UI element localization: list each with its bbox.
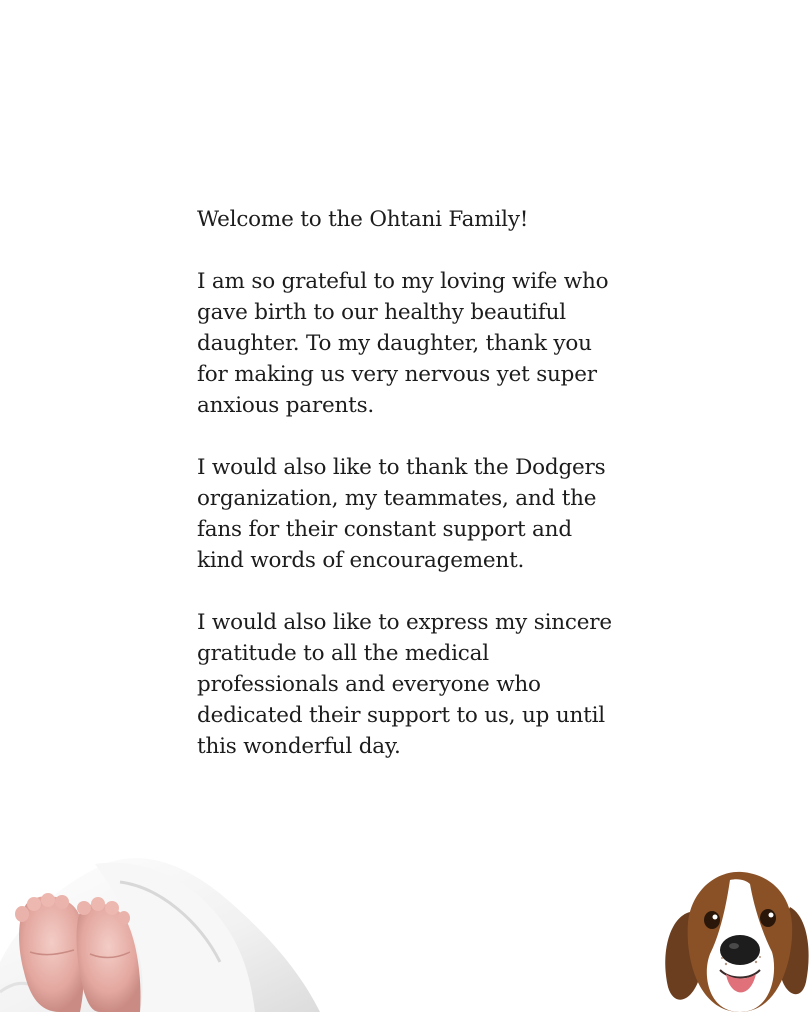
text-line: dedicated their support to us, up until [197, 703, 605, 728]
text-line: fans for their constant support and [197, 517, 572, 542]
text-line: I would also like to thank the Dodgers [197, 455, 606, 480]
text-line: gratitude to all the medical [197, 641, 489, 666]
baby-feet-photo [0, 842, 330, 1012]
greeting-line: Welcome to the Ohtani Family! [197, 207, 529, 232]
text-line: organization, my teammates, and the [197, 486, 597, 511]
text-line: kind words of encouragement. [197, 548, 525, 573]
text-line: professionals and everyone who [197, 672, 541, 697]
dog-photo [660, 862, 810, 1012]
paragraph-thanks-medical [197, 607, 637, 762]
text-line: this wonderful day. [197, 734, 401, 759]
paragraph-gratitude-family [197, 266, 637, 421]
text-line: anxious parents. [197, 393, 375, 418]
paragraph-thanks-dodgers [197, 452, 637, 576]
text-line: for making us very nervous yet super [197, 362, 597, 387]
text-line: daughter. To my daughter, thank you [197, 331, 592, 356]
letter-greeting [197, 204, 637, 235]
text-line: gave birth to our healthy beautiful [197, 300, 566, 325]
text-line: I am so grateful to my loving wife who [197, 269, 609, 294]
letter-body [197, 204, 637, 793]
text-line: I would also like to express my sincere [197, 610, 612, 635]
